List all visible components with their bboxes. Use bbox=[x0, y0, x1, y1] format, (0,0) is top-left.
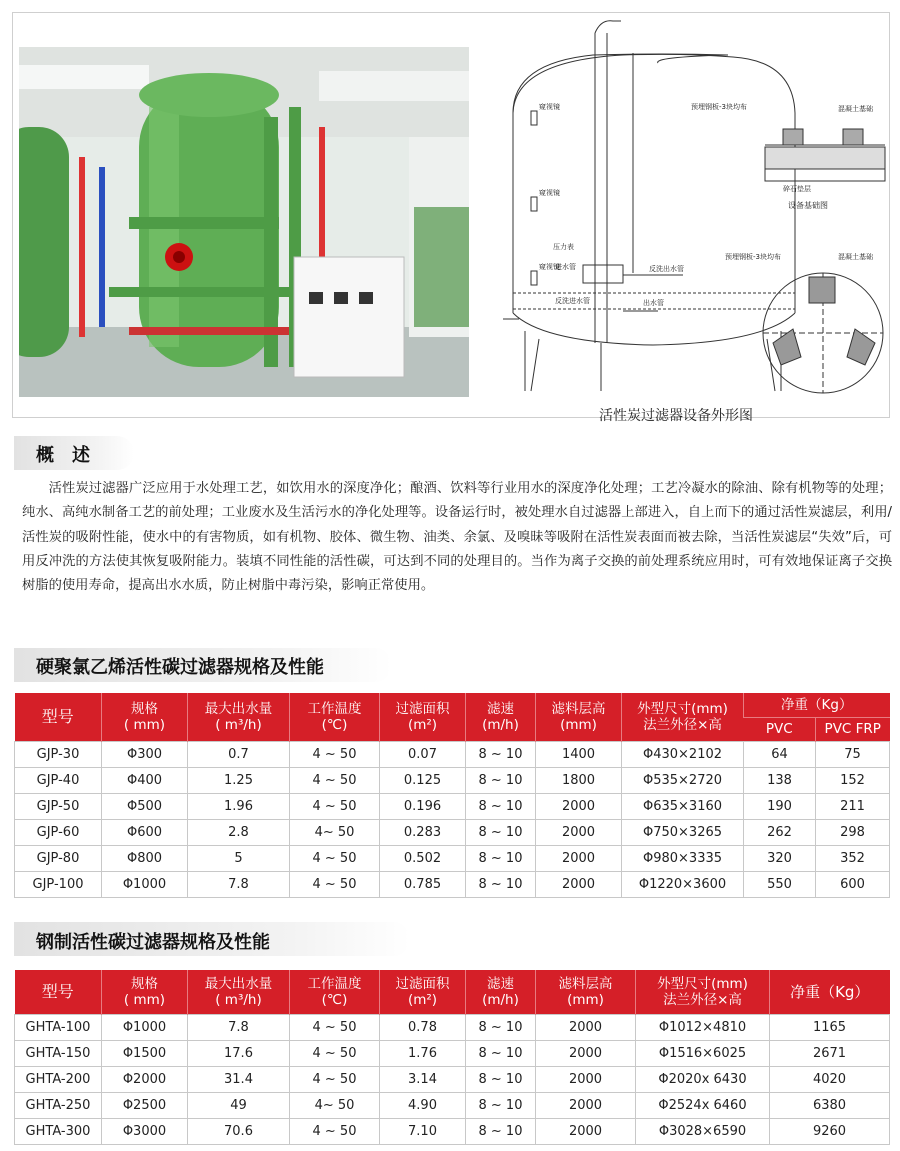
table-cell: 211 bbox=[816, 793, 890, 819]
outline-drawing bbox=[483, 13, 889, 417]
table-cell: 3.14 bbox=[380, 1066, 466, 1092]
table-cell: 0.785 bbox=[380, 871, 466, 897]
label-backwash-inlet: 反洗进水管 bbox=[555, 297, 590, 305]
table-cell: 2000 bbox=[536, 1014, 636, 1040]
table-row bbox=[15, 1118, 890, 1144]
table-row bbox=[15, 845, 890, 871]
steel-col-weight: 净重（Kg） bbox=[770, 970, 890, 1014]
table-cell: GHTA-250 bbox=[15, 1092, 102, 1118]
steel-col-area: 过滤面积 (m²) bbox=[380, 970, 466, 1014]
equipment-photo-image bbox=[19, 47, 469, 397]
table-cell: 4 ~ 50 bbox=[290, 845, 380, 871]
table-cell: 8 ~ 10 bbox=[466, 819, 536, 845]
table-cell: 75 bbox=[816, 741, 890, 767]
table-cell: Φ635×3160 bbox=[622, 793, 744, 819]
table-cell: GJP-30 bbox=[15, 741, 102, 767]
table-cell: 8 ~ 10 bbox=[466, 845, 536, 871]
equipment-photo bbox=[19, 47, 469, 397]
table-row bbox=[15, 793, 890, 819]
steel-col-dimension: 外型尺寸(mm) 法兰外径×高 bbox=[636, 970, 770, 1014]
table-cell: 4 ~ 50 bbox=[290, 793, 380, 819]
table-cell: 0.78 bbox=[380, 1014, 466, 1040]
table-cell: 2000 bbox=[536, 845, 622, 871]
table-row bbox=[15, 871, 890, 897]
table-cell: 8 ~ 10 bbox=[466, 1014, 536, 1040]
label-sight-glass-3: 窥视镜 bbox=[539, 263, 560, 271]
col-spec: 规格 ( mm) bbox=[102, 693, 188, 741]
figure-panel bbox=[12, 12, 890, 424]
table-cell: Φ430×2102 bbox=[622, 741, 744, 767]
table-cell: 0.502 bbox=[380, 845, 466, 871]
table-cell: Φ400 bbox=[102, 767, 188, 793]
steel-col-speed: 滤速 (m/h) bbox=[466, 970, 536, 1014]
table-cell: 8 ~ 10 bbox=[466, 1040, 536, 1066]
label-concrete-1: 混凝土基础 bbox=[838, 105, 873, 113]
table-cell: 4 ~ 50 bbox=[290, 767, 380, 793]
table-cell: 7.10 bbox=[380, 1118, 466, 1144]
table-cell: 8 ~ 10 bbox=[466, 1066, 536, 1092]
table-cell: 4 ~ 50 bbox=[290, 871, 380, 897]
table-cell: GHTA-100 bbox=[15, 1014, 102, 1040]
steel-col-height: 滤料层高 (mm) bbox=[536, 970, 636, 1014]
table-cell: 2000 bbox=[536, 1066, 636, 1092]
col-weight: 净重（Kg） bbox=[744, 693, 890, 717]
table-cell: GJP-80 bbox=[15, 845, 102, 871]
table-cell: 0.196 bbox=[380, 793, 466, 819]
table-cell: 262 bbox=[744, 819, 816, 845]
label-plate-note-2: 预埋钢板-3块均布 bbox=[725, 253, 781, 261]
table-cell: 138 bbox=[744, 767, 816, 793]
pvc-section-title: 硬聚氯乙烯活性碳过滤器规格及性能 bbox=[36, 657, 324, 678]
table-cell: Φ750×3265 bbox=[622, 819, 744, 845]
table-cell: Φ2020x 6430 bbox=[636, 1066, 770, 1092]
table-row bbox=[15, 1040, 890, 1066]
table-cell: 8 ~ 10 bbox=[466, 767, 536, 793]
overview-title: 概 述 bbox=[36, 445, 90, 466]
table-cell: 352 bbox=[816, 845, 890, 871]
table-cell: 4~ 50 bbox=[290, 1092, 380, 1118]
col-height: 滤料层高 (mm) bbox=[536, 693, 622, 741]
col-speed: 滤速 (m/h) bbox=[466, 693, 536, 741]
table-cell: 9260 bbox=[770, 1118, 890, 1144]
table-cell: 1165 bbox=[770, 1014, 890, 1040]
table-cell: GHTA-300 bbox=[15, 1118, 102, 1144]
table-row bbox=[15, 1014, 890, 1040]
table-cell: Φ1516×6025 bbox=[636, 1040, 770, 1066]
table-cell: 49 bbox=[188, 1092, 290, 1118]
table-cell: 2000 bbox=[536, 1092, 636, 1118]
table-cell: 6380 bbox=[770, 1092, 890, 1118]
col-weight-pvc: PVC bbox=[744, 717, 816, 741]
table-cell: 0.07 bbox=[380, 741, 466, 767]
table-cell: 2671 bbox=[770, 1040, 890, 1066]
label-backwash-outlet: 反洗出水管 bbox=[649, 265, 684, 273]
table-cell: Φ2524x 6460 bbox=[636, 1092, 770, 1118]
overview-paragraph: 活性炭过滤器广泛应用于水处理工艺，如饮用水的深度净化；酿酒、饮料等行业用水的深度净化处理；工艺冷凝水的除油、除有机物等的处理；纯水、高纯水制备工艺的前处理；工业废水及生活污水的净化处理等。设备运行时，被处理水自过滤器上部进入，自上而下的通过活性炭滤层，利用/活性炭的吸附性能，使水中的有害物质，如有机物、胶体、微生物、油类、余氯、及嗅昧等吸附在活性炭表面而被去除，当活性炭滤层“失效”后，可用反冲洗的方法使其恢复吸附能力。装填不同性能的活性碳，可达到不同的处理目的。当作为离子交换的前处理系统应用时，可有效地保证离子交换树脂的使用寿命，提高出水水质，防止树脂中毒污染，影响正常使用。 bbox=[22, 481, 892, 594]
table-cell: 4 ~ 50 bbox=[290, 1040, 380, 1066]
table-cell: GHTA-200 bbox=[15, 1066, 102, 1092]
table-row bbox=[15, 767, 890, 793]
table-row bbox=[15, 1066, 890, 1092]
table-cell: 2000 bbox=[536, 1040, 636, 1066]
table-cell: 4020 bbox=[770, 1066, 890, 1092]
table-cell: Φ500 bbox=[102, 793, 188, 819]
table-cell: Φ1220×3600 bbox=[622, 871, 744, 897]
table-cell: GHTA-150 bbox=[15, 1040, 102, 1066]
table-cell: 4.90 bbox=[380, 1092, 466, 1118]
table-cell: 1.96 bbox=[188, 793, 290, 819]
col-flow: 最大出水量 ( m³/h) bbox=[188, 693, 290, 741]
label-gravel: 碎石垫层 bbox=[783, 185, 811, 193]
table-cell: Φ980×3335 bbox=[622, 845, 744, 871]
table-row bbox=[15, 819, 890, 845]
table-cell: 17.6 bbox=[188, 1040, 290, 1066]
table-cell: 8 ~ 10 bbox=[466, 793, 536, 819]
table-cell: 320 bbox=[744, 845, 816, 871]
table-cell: GJP-100 bbox=[15, 871, 102, 897]
table-cell: 4~ 50 bbox=[290, 819, 380, 845]
steel-col-spec: 规格 ( mm) bbox=[102, 970, 188, 1014]
col-dimension: 外型尺寸(mm) 法兰外径×高 bbox=[622, 693, 744, 741]
table-row bbox=[15, 1092, 890, 1118]
table-cell: 152 bbox=[816, 767, 890, 793]
table-cell: 190 bbox=[744, 793, 816, 819]
table-cell: 31.4 bbox=[188, 1066, 290, 1092]
table-cell: Φ1000 bbox=[102, 871, 188, 897]
pvc-spec-table bbox=[14, 693, 890, 898]
table-cell: Φ1000 bbox=[102, 1014, 188, 1040]
col-temp: 工作温度 (℃) bbox=[290, 693, 380, 741]
col-area: 过滤面积 (m²) bbox=[380, 693, 466, 741]
label-sight-glass-2: 窥视镜 bbox=[539, 189, 560, 197]
table-cell: GJP-40 bbox=[15, 767, 102, 793]
table-cell: 5 bbox=[188, 845, 290, 871]
label-base-title: 设备基础图 bbox=[788, 201, 828, 210]
table-cell: 600 bbox=[816, 871, 890, 897]
steel-spec-table bbox=[14, 970, 890, 1145]
steel-section-title: 钢制活性碳过滤器规格及性能 bbox=[36, 932, 270, 953]
table-cell: GJP-50 bbox=[15, 793, 102, 819]
table-cell: Φ2000 bbox=[102, 1066, 188, 1092]
table-cell: Φ3000 bbox=[102, 1118, 188, 1144]
table-cell: Φ2500 bbox=[102, 1092, 188, 1118]
table-cell: 1800 bbox=[536, 767, 622, 793]
table-cell: Φ535×2720 bbox=[622, 767, 744, 793]
table-cell: 4 ~ 50 bbox=[290, 1118, 380, 1144]
table-cell: GJP-60 bbox=[15, 819, 102, 845]
table-cell: 8 ~ 10 bbox=[466, 1118, 536, 1144]
table-cell: 0.7 bbox=[188, 741, 290, 767]
label-plate-note-1: 预埋钢板-3块均布 bbox=[691, 103, 747, 111]
label-outlet: 出水管 bbox=[643, 299, 664, 307]
table-cell: 550 bbox=[744, 871, 816, 897]
table-row bbox=[15, 741, 890, 767]
col-weight-pvc-frp: PVC FRP bbox=[816, 717, 890, 741]
table-cell: 1400 bbox=[536, 741, 622, 767]
table-cell: 0.125 bbox=[380, 767, 466, 793]
table-cell: 8 ~ 10 bbox=[466, 871, 536, 897]
table-cell: Φ600 bbox=[102, 819, 188, 845]
table-cell: 64 bbox=[744, 741, 816, 767]
steel-col-flow: 最大出水量 ( m³/h) bbox=[188, 970, 290, 1014]
table-cell: Φ1500 bbox=[102, 1040, 188, 1066]
table-cell: 2000 bbox=[536, 871, 622, 897]
table-cell: 8 ~ 10 bbox=[466, 741, 536, 767]
table-cell: 4 ~ 50 bbox=[290, 1014, 380, 1040]
col-model: 型号 bbox=[15, 693, 102, 741]
table-cell: 4 ~ 50 bbox=[290, 741, 380, 767]
steel-col-model: 型号 bbox=[15, 970, 102, 1014]
table-cell: 7.8 bbox=[188, 871, 290, 897]
equipment-drawing bbox=[483, 13, 889, 417]
table-cell: Φ800 bbox=[102, 845, 188, 871]
label-concrete-2: 混凝土基础 bbox=[838, 253, 873, 261]
table-cell: 8 ~ 10 bbox=[466, 1092, 536, 1118]
table-cell: 1.25 bbox=[188, 767, 290, 793]
table-cell: Φ3028×6590 bbox=[636, 1118, 770, 1144]
table-cell: 298 bbox=[816, 819, 890, 845]
table-cell: 4 ~ 50 bbox=[290, 1066, 380, 1092]
table-cell: 2.8 bbox=[188, 819, 290, 845]
table-cell: 7.8 bbox=[188, 1014, 290, 1040]
table-cell: 70.6 bbox=[188, 1118, 290, 1144]
label-inlet: 进水管 bbox=[555, 263, 576, 271]
pvc-table-body bbox=[15, 741, 890, 897]
table-cell: 2000 bbox=[536, 819, 622, 845]
table-cell: 2000 bbox=[536, 1118, 636, 1144]
table-cell: Φ1012×4810 bbox=[636, 1014, 770, 1040]
table-cell: Φ300 bbox=[102, 741, 188, 767]
steel-col-temp: 工作温度 (℃) bbox=[290, 970, 380, 1014]
table-cell: 0.283 bbox=[380, 819, 466, 845]
label-sight-glass-1: 窥视镜 bbox=[539, 103, 560, 111]
label-pressure-gauge: 压力表 bbox=[553, 243, 574, 251]
table-cell: 2000 bbox=[536, 793, 622, 819]
figure-caption: 活性炭过滤器设备外形图 bbox=[599, 408, 753, 424]
steel-table-body bbox=[15, 1014, 890, 1144]
table-cell: 1.76 bbox=[380, 1040, 466, 1066]
